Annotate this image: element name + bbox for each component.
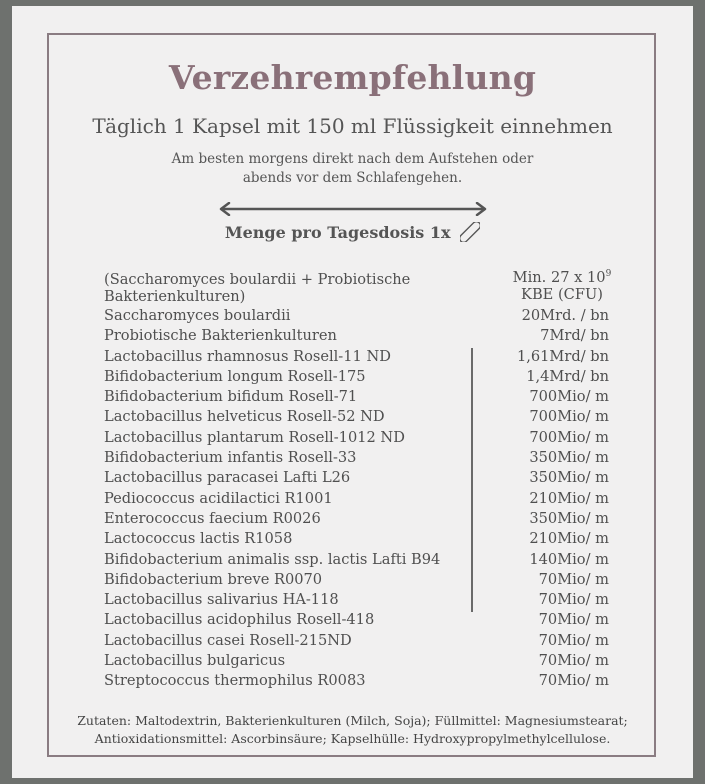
strain-amount: 140Mio/ m [529,550,609,568]
header-value-exponent: 9 [605,269,612,279]
footer-line2: Antioxidationsmittel: Ascorbinsäure; Kapselhülle: Hydroxypropylmethylcellulose. [94,731,611,746]
table-row [104,407,609,427]
table-row [104,428,609,448]
label-sheet [12,6,693,778]
table-row [104,529,609,549]
header-name [104,271,410,305]
header-value [507,266,617,303]
strain-amount: 210Mio/ m [529,489,609,507]
strain-name: Saccharomyces boulardii [104,307,291,324]
strain-amount: 350Mio/ m [529,509,609,527]
strain-amount: 70Mio/ m [538,570,609,588]
dose-heading [12,222,693,242]
ingredient-table [104,266,612,692]
strain-name: Enterococcus faecium R0026 [104,509,321,527]
footer-line1: Zutaten: Maltodextrin, Bakterienkulturen (Milch, Soja); Füllmittel: Magnesiumstearat; [77,713,628,728]
strain-amount: 20Mrd. / bn [521,307,609,324]
strain-amount: 1,4Mrd/ bn [526,367,609,385]
bracket-divider [471,348,473,612]
strain-name: Lactobacillus paracasei Lafti L26 [104,469,351,487]
strain-name: Lactobacillus salivarius HA-118 [104,591,339,609]
table-row [104,367,609,387]
table-row [104,448,609,468]
dose-label: Menge pro Tagesdosis 1x [224,223,451,242]
table-row [104,509,609,529]
table-row [104,570,609,590]
strain-name: Bifidobacterium bifidum Rosell-71 [104,388,358,406]
table-row [104,347,609,367]
strain-name: Streptococcus thermophilus R0083 [104,672,366,690]
strain-name: Lactobacillus casei Rosell-215ND [104,631,352,649]
table-header-row [104,266,612,306]
table-row [104,306,609,326]
table-row [104,468,609,488]
strain-name: Lactobacillus bulgaricus [104,652,286,670]
strain-name: Probiotische Bakterienkulturen [104,327,337,345]
strain-name: Bifidobacterium infantis Rosell-33 [104,449,357,467]
table-row [104,610,609,630]
timing-note-line2: abends vor dem Schlafengehen. [242,170,463,186]
table-row [104,550,609,570]
table-row [104,326,609,346]
strain-name: Lactococcus lactis R1058 [104,530,293,548]
timing-note-line1: Am besten morgens direkt nach dem Aufstehen oder [171,151,534,167]
strain-name: Lactobacillus rhamnosus Rosell-11 ND [104,347,391,365]
strain-amount: 70Mio/ m [538,631,609,649]
page-title: Verzehrempfehlung [168,58,537,97]
strain-amount: 7Mrd/ bn [540,327,609,345]
strain-name: Lactobacillus plantarum Rosell-1012 ND [104,428,405,446]
table-row [104,671,609,691]
table-row [104,651,609,671]
strain-amount: 350Mio/ m [529,449,609,467]
strain-amount: 700Mio/ m [529,408,609,426]
timing-note [12,150,693,188]
double-arrow-icon [217,202,489,216]
header-value-base: Min. 27 x 10 [512,268,606,286]
table-row [104,631,609,651]
strain-name: Pediococcus acidilactici R1001 [104,489,333,507]
strain-name: Bifidobacterium animalis ssp. lactis Lafti B94 [104,550,441,568]
strain-amount: 210Mio/ m [529,530,609,548]
strain-amount: 70Mio/ m [538,652,609,670]
strain-amount: 700Mio/ m [529,388,609,406]
strain-name: Bifidobacterium breve R0070 [104,570,323,588]
strain-amount: 70Mio/ m [538,672,609,690]
strain-amount: 70Mio/ m [538,591,609,609]
table-row [104,387,609,407]
header-value-line2: KBE (CFU) [521,285,603,303]
strain-amount: 70Mio/ m [538,611,609,629]
strain-name: Lactobacillus helveticus Rosell-52 ND [104,408,385,426]
strain-name: Lactobacillus acidophilus Rosell-418 [104,611,375,629]
header-name-line2: Bakterienkulturen) [104,288,246,305]
dosage-instruction: Täglich 1 Kapsel mit 150 ml Flüssigkeit einnehmen [92,114,613,138]
ingredients-footer [12,712,693,748]
strain-amount: 350Mio/ m [529,469,609,487]
strain-name: Bifidobacterium longum Rosell-175 [104,367,366,385]
strain-amount: 700Mio/ m [529,428,609,446]
header-value-line1 [507,266,617,286]
header-name-line1: (Saccharomyces boulardii + Probiotische [104,271,411,288]
table-row [104,590,609,610]
strain-amount: 1,61Mrd/ bn [516,347,609,365]
capsule-icon [460,222,480,242]
table-row [104,489,609,509]
